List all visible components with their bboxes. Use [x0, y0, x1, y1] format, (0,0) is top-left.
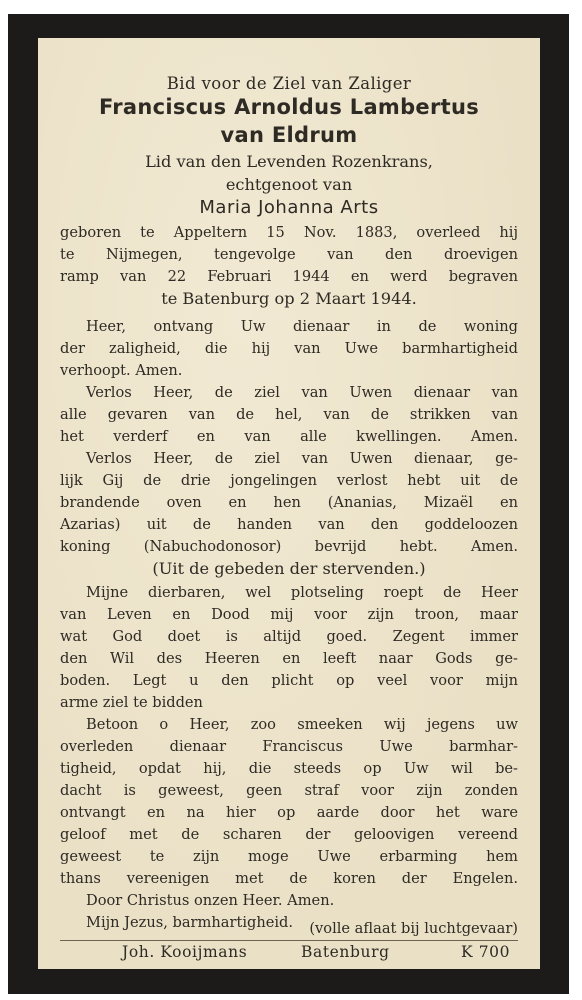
prayer-line: dacht is geweest, geen straf voor zijn zonden [60, 782, 518, 799]
spouse-intro: echtgenoot van [225, 175, 353, 194]
prayer-line: den Wil des Heeren en leeft naar Gods ge- [60, 650, 518, 667]
prayer-line: Mijn Jezus, barmhartigheid. [86, 914, 294, 931]
bio-line: ramp van 22 Februari 1944 en werd begraven [60, 268, 518, 285]
deceased-name-line1: Franciscus Arnoldus Lambertus [98, 95, 480, 119]
intro-line: Bid voor de Ziel van Zaliger [166, 74, 412, 93]
spouse-name: Maria Johanna Arts [199, 197, 379, 218]
prayer-line: Verlos Heer, de ziel van Uwen dienaar, ge- [86, 450, 518, 467]
bio-line: te Batenburg op 2 Maart 1944. [161, 289, 417, 308]
prayer-line: thans vereenigen met de koren der Engelen. [60, 870, 518, 887]
prayer-line: lijk Gij de drie jongelingen verlost hebt uit de [60, 472, 518, 489]
prayer-line: Heer, ontvang Uw dienaar in de woning [86, 318, 518, 335]
deceased-name-line2: van Eldrum [220, 123, 358, 147]
bio-line: te Nijmegen, tengevolge van den droevigen [60, 246, 518, 263]
prayer-line: Betoon o Heer, zoo smeeken wij jegens uw [86, 716, 518, 733]
prayer-line: boden. Legt u den plicht op veel voor mijn [60, 672, 518, 689]
printer-town: Batenburg [301, 943, 390, 961]
prayer-line: ontvangt en na hier op aarde door het ware [60, 804, 518, 821]
prayer-line: van Leven en Dood mij voor zijn troon, maar [60, 606, 518, 623]
prayer-line: geweest te zijn moge Uwe erbarming hem [60, 848, 518, 865]
prayer-line: overleden dienaar Franciscus Uwe barmhar- [60, 738, 518, 755]
prayer-line: het verderf en van alle kwellingen. Amen. [60, 428, 518, 445]
prayer-line: arme ziel te bidden [60, 694, 203, 711]
card-paper [38, 38, 540, 969]
prayer-line: tigheid, opdat hij, die steeds op Uw wil be- [60, 760, 518, 777]
prayer-line: geloof met de scharen der geloovigen vereend [60, 826, 518, 843]
prayer-line: der zaligheid, die hij van Uwe barmhartigheid [60, 340, 518, 357]
prayer-line: alle gevaren van de hel, van de strikken van [60, 406, 518, 423]
indulgence-note: (volle aflaat bij luchtgevaar) [309, 920, 518, 937]
prayer-line: verhoopt. Amen. [60, 362, 183, 379]
memorial-card [8, 14, 569, 994]
prayer-line: Mijne dierbaren, wel plotseling roept de Heer [86, 584, 518, 601]
print-code: K 700 [461, 943, 511, 961]
membership-line: Lid van den Levenden Rozenkrans, [145, 152, 433, 171]
prayer-source: (Uit de gebeden der stervenden.) [152, 559, 426, 578]
bio-line: geboren te Appeltern 15 Nov. 1883, overleed hij [60, 224, 518, 241]
prayer-line: Azarias) uit de handen van den goddeloozen [60, 516, 518, 533]
prayer-line: wat God doet is altijd goed. Zegent immer [60, 628, 518, 645]
prayer-line: brandende oven en hen (Ananias, Mizaël en [60, 494, 518, 511]
prayer-line: Verlos Heer, de ziel van Uwen dienaar van [86, 384, 518, 401]
prayer-line: koning (Nabuchodonosor) bevrijd hebt. Amen. [60, 538, 518, 555]
printer-name: Joh. Kooijmans [122, 943, 248, 961]
prayer-line: Door Christus onzen Heer. Amen. [86, 892, 335, 909]
